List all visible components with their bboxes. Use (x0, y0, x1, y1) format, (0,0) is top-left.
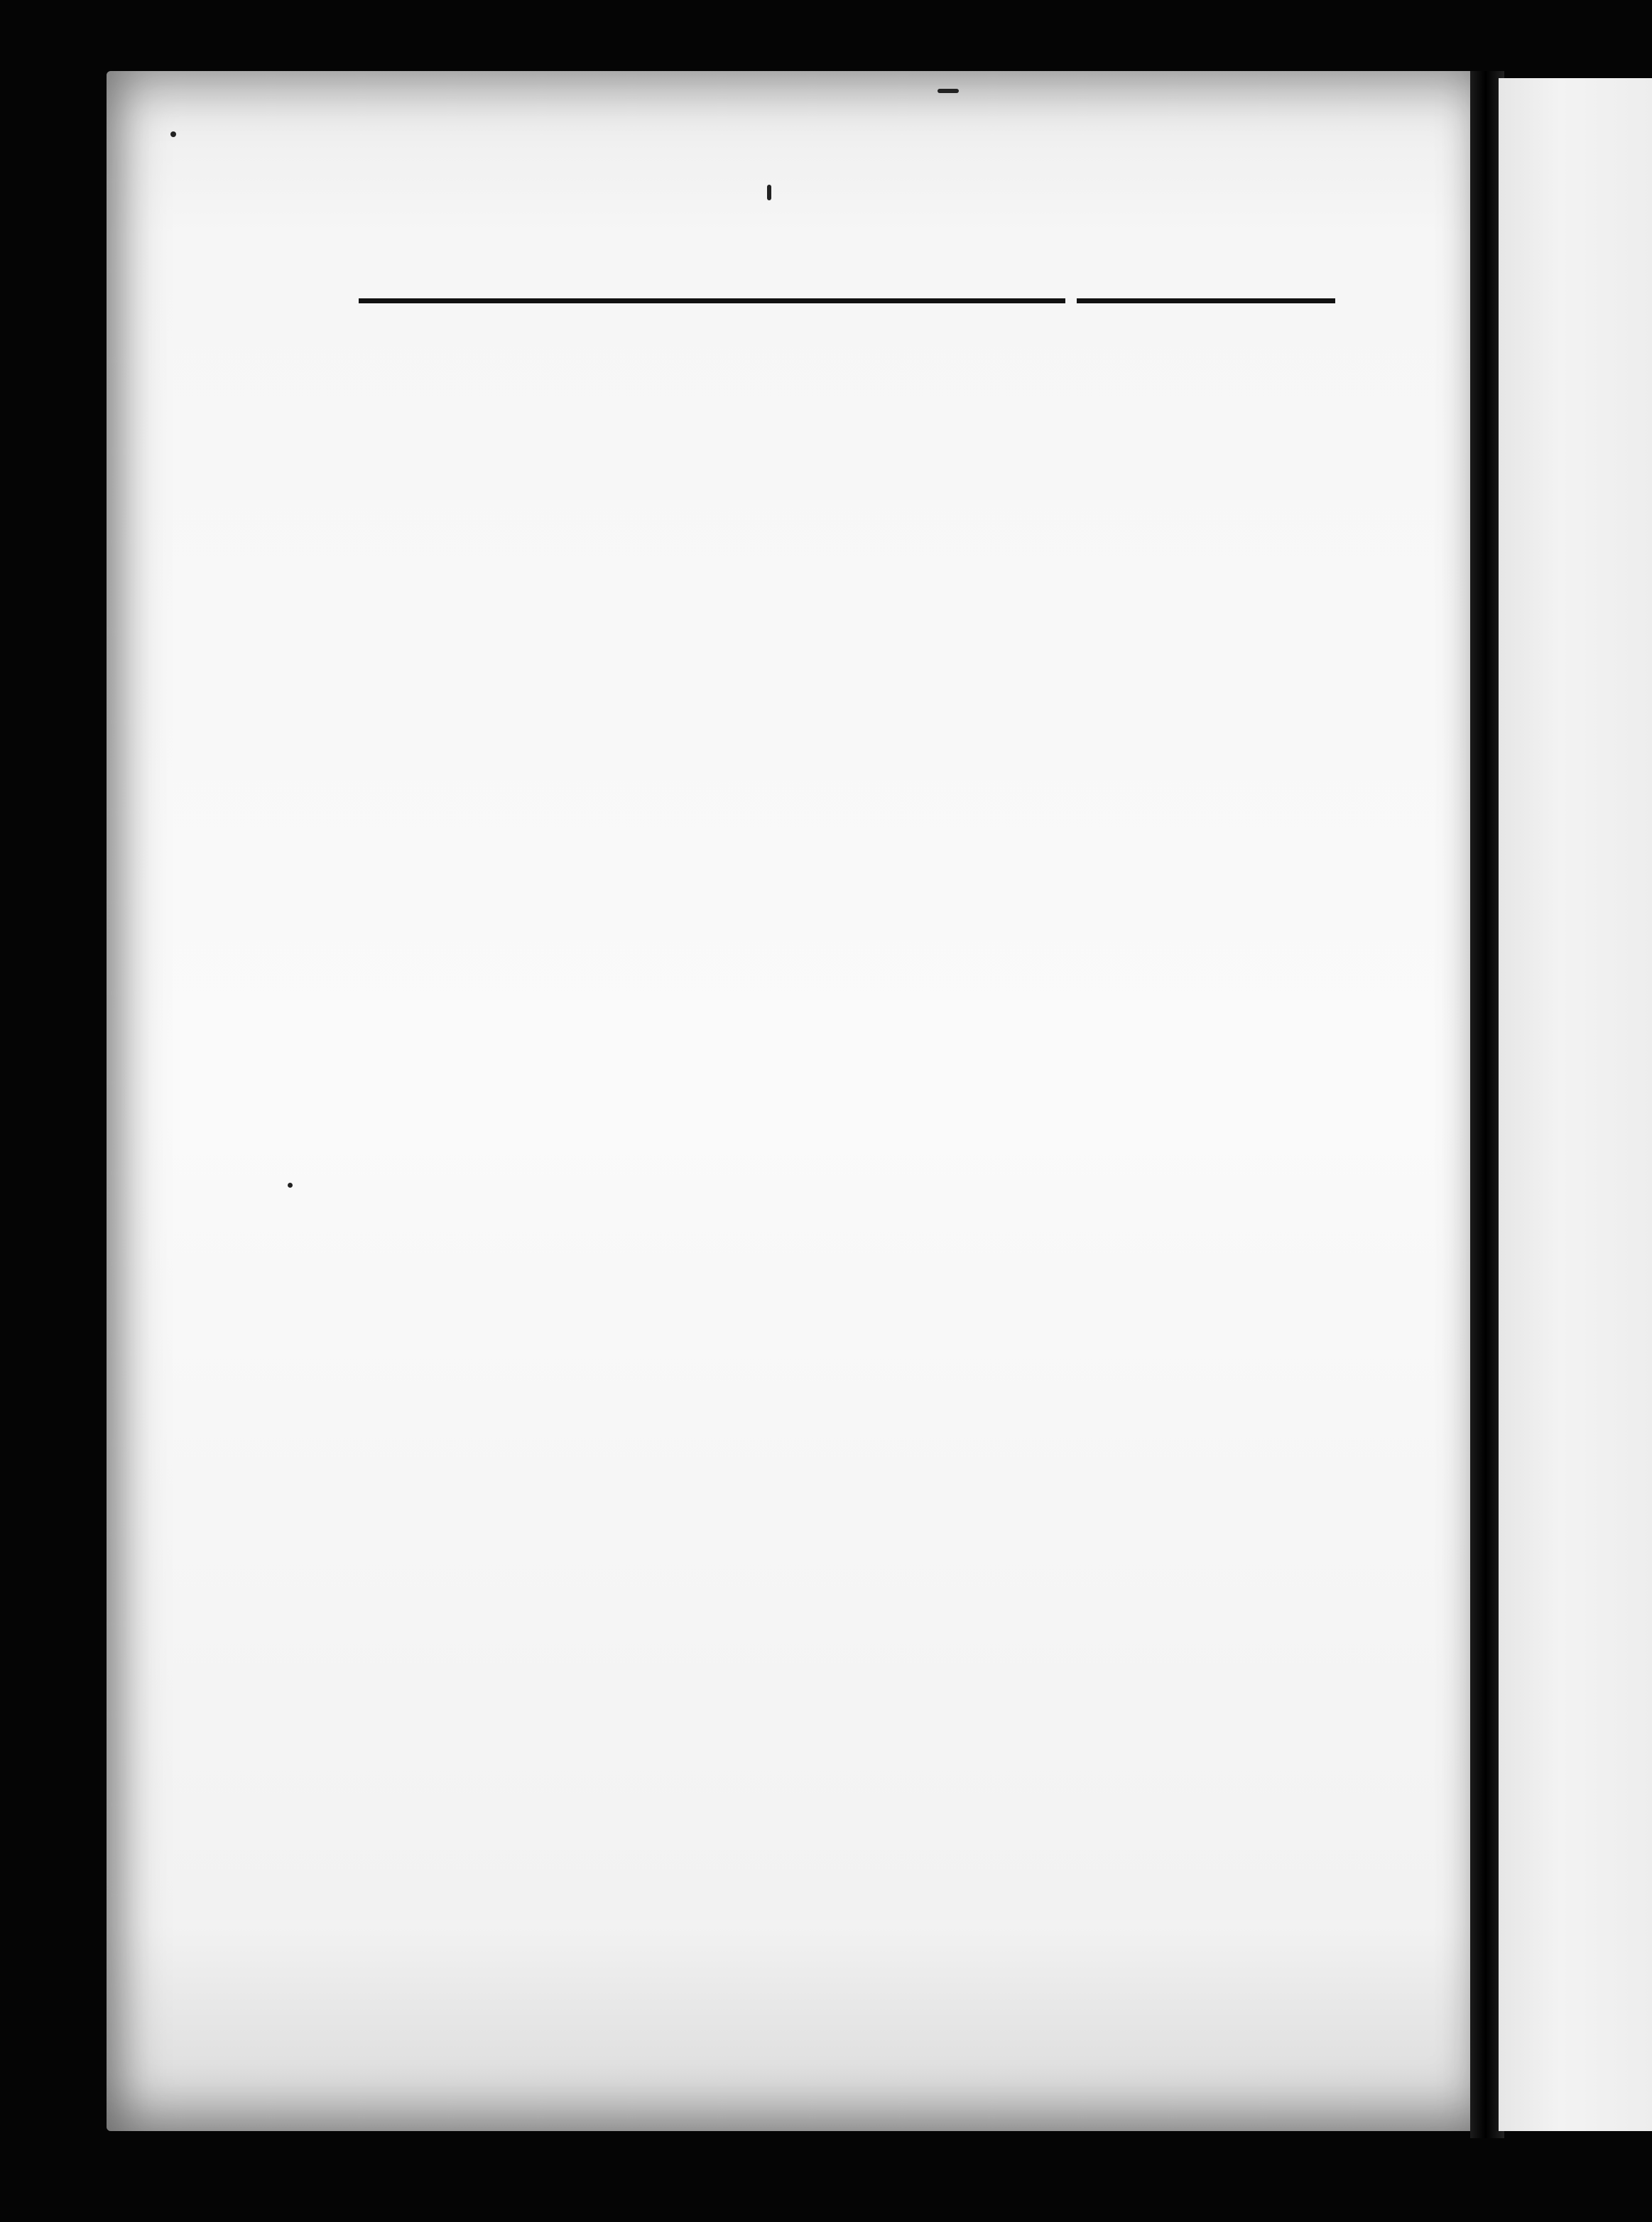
header-rule (359, 298, 1335, 303)
scan-speck (938, 89, 959, 93)
scan-speck (767, 185, 771, 200)
scan-speck (170, 131, 176, 137)
facing-page (1499, 78, 1652, 2131)
header-rule-gap (1065, 298, 1077, 303)
scanned-page (107, 71, 1477, 2131)
running-header (359, 227, 1335, 284)
scan-speck (288, 1183, 293, 1188)
